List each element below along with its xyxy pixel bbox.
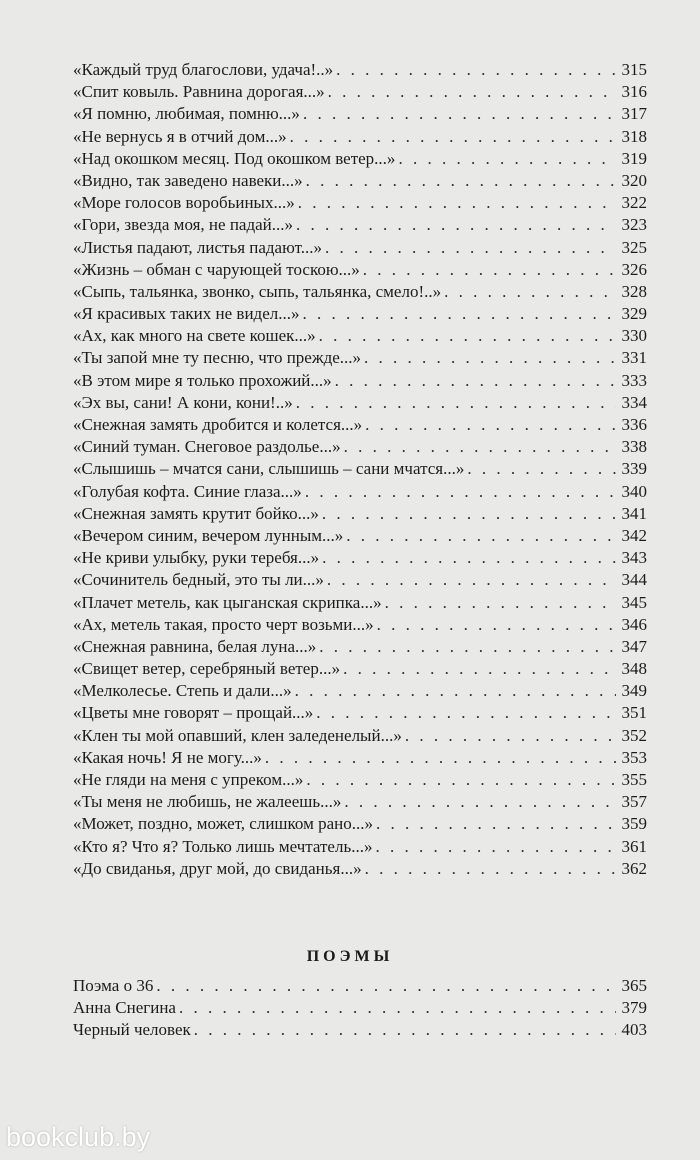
toc-leader-dots bbox=[444, 281, 616, 303]
toc-entry-page: 328 bbox=[621, 281, 647, 301]
toc-entry-title: «В этом мире я только прохожий...» bbox=[73, 370, 332, 390]
toc-entry-page: 352 bbox=[621, 725, 647, 745]
toc-entry-page: 346 bbox=[621, 614, 647, 634]
toc-leader-dots bbox=[296, 214, 616, 236]
toc-entry bbox=[73, 813, 647, 835]
toc-entry-page: 353 bbox=[621, 747, 647, 767]
toc-entry-page: 351 bbox=[621, 703, 647, 723]
toc-leader-dots bbox=[398, 148, 616, 170]
toc-entry bbox=[73, 59, 647, 81]
toc-entry-page: 319 bbox=[621, 148, 647, 168]
toc-leader-dots bbox=[377, 614, 616, 636]
toc-entry-page: 331 bbox=[621, 348, 647, 368]
toc-leader-dots bbox=[335, 370, 616, 392]
toc-entry-title: «Может, поздно, может, слишком рано...» bbox=[73, 814, 373, 834]
toc-entry bbox=[73, 658, 647, 680]
toc-entry-page: 355 bbox=[621, 770, 647, 789]
toc-entry bbox=[73, 747, 647, 769]
toc-entry bbox=[73, 975, 647, 997]
toc-entry-page: 347 bbox=[621, 636, 647, 656]
toc-entry-page: 317 bbox=[621, 104, 647, 124]
toc-entry-title: «Ах, как много на свете кошек...» bbox=[73, 326, 316, 346]
toc-leader-dots bbox=[364, 347, 616, 369]
toc-leader-dots bbox=[346, 525, 616, 547]
toc-entry bbox=[73, 325, 647, 347]
toc-leader-dots bbox=[306, 769, 616, 791]
toc-entry-title: «Мелколесье. Степь и дали...» bbox=[73, 681, 292, 701]
toc-entry bbox=[73, 858, 647, 880]
toc-entry bbox=[73, 725, 647, 747]
toc-entry-page: 318 bbox=[621, 126, 647, 146]
toc-entry bbox=[73, 614, 647, 636]
toc-leader-dots bbox=[467, 458, 616, 480]
table-of-contents bbox=[73, 59, 647, 880]
toc-entry-title: «Плачет метель, как цыганская скрипка...» bbox=[73, 592, 382, 612]
poems-contents bbox=[73, 975, 647, 1042]
toc-leader-dots bbox=[365, 858, 616, 880]
toc-entry bbox=[73, 636, 647, 658]
toc-entry bbox=[73, 569, 647, 591]
toc-entry-page: 320 bbox=[621, 170, 647, 190]
toc-entry-page: 340 bbox=[621, 481, 647, 501]
toc-leader-dots bbox=[343, 658, 616, 680]
toc-entry bbox=[73, 458, 647, 480]
toc-entry-page: 325 bbox=[621, 237, 647, 257]
toc-entry bbox=[73, 769, 647, 791]
toc-leader-dots bbox=[194, 1019, 616, 1041]
toc-entry-title: Анна Снегина bbox=[73, 998, 176, 1018]
toc-entry bbox=[73, 547, 647, 569]
toc-entry-title: «Какая ночь! Я не могу...» bbox=[73, 747, 262, 767]
toc-leader-dots bbox=[265, 747, 616, 769]
toc-entry-title: «Вечером синим, вечером лунным...» bbox=[73, 525, 344, 545]
toc-entry-page: 315 bbox=[621, 60, 647, 79]
toc-entry-page: 342 bbox=[621, 525, 647, 545]
toc-entry-title: «Жизнь – обман с чарующей тоскою...» bbox=[73, 259, 360, 279]
toc-entry-title: «Листья падают, листья падают...» bbox=[73, 237, 322, 257]
toc-entry-page: 341 bbox=[621, 503, 647, 523]
toc-entry-title: «Сочинитель бедный, это ты ли...» bbox=[73, 570, 324, 590]
toc-entry-page: 348 bbox=[621, 659, 647, 679]
toc-leader-dots bbox=[344, 791, 616, 813]
toc-entry-title: «Эх вы, сани! А кони, кони!..» bbox=[73, 392, 293, 412]
toc-entry bbox=[73, 148, 647, 170]
toc-entry-page: 323 bbox=[621, 215, 647, 235]
toc-entry-page: 322 bbox=[621, 193, 647, 213]
toc-entry bbox=[73, 281, 647, 303]
toc-entry-title: «Каждый труд благослови, удача!..» bbox=[73, 60, 334, 79]
toc-leader-dots bbox=[375, 836, 616, 858]
toc-entry-title: «Не гляди на меня с упреком...» bbox=[73, 770, 304, 789]
toc-entry-title: «Видно, так заведено навеки...» bbox=[73, 170, 303, 190]
toc-entry-page: 349 bbox=[621, 681, 647, 701]
toc-entry-title: «Клен ты мой опавший, клен заледенелый...» bbox=[73, 725, 402, 745]
toc-entry bbox=[73, 791, 647, 813]
toc-entry-page: 359 bbox=[621, 814, 647, 834]
toc-entry-title: «Спит ковыль. Равнина дорогая...» bbox=[73, 82, 325, 102]
toc-entry-title: «До свиданья, друг мой, до свиданья...» bbox=[73, 858, 362, 878]
toc-entry bbox=[73, 836, 647, 858]
toc-entry bbox=[73, 997, 647, 1019]
toc-entry-title: «Не вернусь я в отчий дом...» bbox=[73, 126, 287, 146]
toc-entry bbox=[73, 214, 647, 236]
toc-entry-title: «Ты меня не любишь, не жалеешь...» bbox=[73, 792, 342, 812]
toc-entry bbox=[73, 81, 647, 103]
toc-entry-page: 345 bbox=[621, 592, 647, 612]
toc-entry-page: 361 bbox=[621, 836, 647, 856]
toc-entry-page: 357 bbox=[621, 792, 647, 812]
toc-leader-dots bbox=[298, 192, 616, 214]
toc-entry-page: 344 bbox=[621, 570, 647, 590]
toc-leader-dots bbox=[363, 259, 616, 281]
toc-leader-dots bbox=[295, 680, 616, 702]
toc-entry bbox=[73, 680, 647, 702]
toc-entry-title: Черный человек bbox=[73, 1020, 191, 1040]
toc-entry bbox=[73, 370, 647, 392]
toc-entry-page: 329 bbox=[621, 304, 647, 324]
toc-entry-title: «Синий туман. Снеговое раздолье...» bbox=[73, 437, 341, 457]
toc-entry-title: «Снежная замять крутит бойко...» bbox=[73, 503, 319, 523]
toc-leader-dots bbox=[306, 170, 616, 192]
toc-entry bbox=[73, 481, 647, 503]
toc-entry-page: 334 bbox=[621, 392, 647, 412]
toc-entry-page: 333 bbox=[621, 370, 647, 390]
toc-entry bbox=[73, 303, 647, 325]
toc-leader-dots bbox=[179, 997, 616, 1019]
toc-entry-title: «Я красивых таких не видел...» bbox=[73, 304, 300, 324]
toc-entry bbox=[73, 103, 647, 125]
toc-leader-dots bbox=[302, 303, 616, 325]
toc-leader-dots bbox=[303, 103, 616, 125]
toc-entry bbox=[73, 1019, 647, 1041]
toc-leader-dots bbox=[327, 569, 616, 591]
toc-entry-page: 362 bbox=[621, 858, 647, 878]
toc-leader-dots bbox=[305, 481, 616, 503]
toc-entry-title: «Море голосов воробьиных...» bbox=[73, 193, 295, 213]
toc-leader-dots bbox=[328, 81, 616, 103]
toc-leader-dots bbox=[336, 59, 616, 81]
toc-entry-title: «Над окошком месяц. Под окошком ветер...» bbox=[73, 148, 396, 168]
toc-entry bbox=[73, 126, 647, 148]
toc-leader-dots bbox=[344, 436, 616, 458]
toc-entry bbox=[73, 192, 647, 214]
toc-leader-dots bbox=[322, 547, 616, 569]
toc-entry-page: 326 bbox=[621, 259, 647, 279]
toc-leader-dots bbox=[322, 503, 616, 525]
toc-entry-title: «Голубая кофта. Синие глаза...» bbox=[73, 481, 302, 501]
toc-leader-dots bbox=[156, 975, 616, 997]
toc-entry-title: «Ты запой мне ту песню, что прежде...» bbox=[73, 348, 362, 368]
section-heading-poems: ПОЭМЫ bbox=[306, 948, 394, 965]
toc-entry-title: «Сыпь, тальянка, звонко, сыпь, тальянка, смело!..» bbox=[73, 281, 442, 301]
toc-entry bbox=[73, 392, 647, 414]
toc-entry-page: 330 bbox=[621, 326, 647, 346]
toc-leader-dots bbox=[325, 237, 616, 259]
toc-leader-dots bbox=[316, 702, 616, 724]
toc-entry bbox=[73, 592, 647, 614]
toc-entry bbox=[73, 170, 647, 192]
toc-entry-title: «Снежная замять дробится и колется...» bbox=[73, 415, 363, 434]
toc-leader-dots bbox=[319, 325, 616, 347]
toc-entry-page: 343 bbox=[621, 548, 647, 568]
toc-entry-title: Поэма о 36 bbox=[73, 976, 154, 995]
toc-entry-title: «Гори, звезда моя, не падай...» bbox=[73, 215, 294, 235]
toc-leader-dots bbox=[376, 813, 616, 835]
toc-entry-title: «Кто я? Что я? Только лишь мечтатель...» bbox=[73, 836, 373, 856]
toc-entry bbox=[73, 503, 647, 525]
toc-entry bbox=[73, 702, 647, 724]
toc-leader-dots bbox=[319, 636, 616, 658]
toc-leader-dots bbox=[296, 392, 616, 414]
toc-entry-page: 339 bbox=[621, 459, 647, 479]
toc-entry-title: «Цветы мне говорят – прощай...» bbox=[73, 703, 314, 723]
toc-entry-page: 338 bbox=[621, 437, 647, 457]
toc-leader-dots bbox=[365, 414, 616, 436]
toc-entry bbox=[73, 414, 647, 436]
toc-entry-title: «Не криви улыбку, руки теребя...» bbox=[73, 548, 320, 568]
toc-entry bbox=[73, 237, 647, 259]
toc-entry-title: «Слышишь – мчатся сани, слышишь – сани мчатся...» bbox=[73, 459, 465, 479]
toc-entry-page: 379 bbox=[621, 998, 647, 1018]
toc-leader-dots bbox=[290, 126, 616, 148]
toc-entry bbox=[73, 259, 647, 281]
site-watermark: bookclub.by bbox=[6, 1122, 151, 1152]
toc-entry bbox=[73, 525, 647, 547]
toc-leader-dots bbox=[405, 725, 616, 747]
toc-entry-page: 336 bbox=[621, 415, 647, 434]
toc-leader-dots bbox=[385, 592, 616, 614]
toc-entry-title: «Ах, метель такая, просто черт возьми...» bbox=[73, 614, 374, 634]
toc-entry bbox=[73, 436, 647, 458]
toc-entry bbox=[73, 347, 647, 369]
toc-entry-page: 403 bbox=[621, 1020, 647, 1040]
toc-entry-page: 316 bbox=[621, 82, 647, 102]
toc-entry-title: «Я помню, любимая, помню...» bbox=[73, 104, 300, 124]
toc-entry-title: «Свищет ветер, серебряный ветер...» bbox=[73, 659, 341, 679]
toc-entry-page: 365 bbox=[621, 976, 647, 995]
toc-entry-title: «Снежная равнина, белая луна...» bbox=[73, 636, 317, 656]
